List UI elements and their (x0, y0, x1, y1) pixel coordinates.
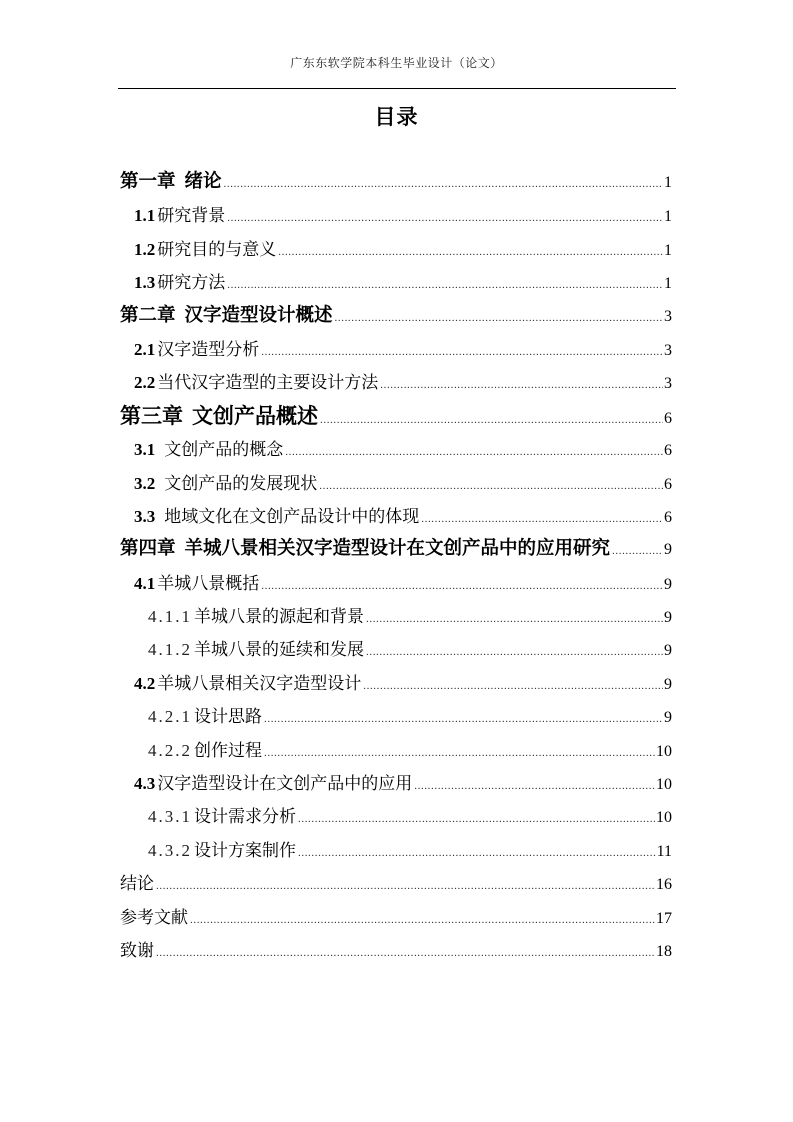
toc-entry (120, 300, 672, 333)
toc-entry-title: 创作过程 (194, 740, 262, 760)
toc-page-number: 1 (664, 174, 672, 191)
toc-entry-title: 羊城八景概括 (157, 573, 260, 593)
toc-dot-leader (278, 236, 663, 269)
toc-dot-leader (156, 937, 655, 970)
toc-page-number: 10 (656, 742, 672, 760)
toc-entry (120, 366, 672, 399)
toc-page-number: 11 (656, 842, 672, 860)
toc-entry (120, 734, 672, 767)
toc-entry-title: 结论 (120, 874, 154, 894)
toc-entry-title: 文创产品的概念 (164, 440, 284, 460)
toc-entry-number: 4.1.1 (148, 607, 192, 627)
toc-entry-title: 致谢 (120, 940, 154, 960)
toc-page-number: 9 (664, 575, 672, 593)
toc-dot-leader (264, 737, 655, 770)
header-divider (118, 88, 676, 89)
toc-entry (120, 800, 672, 833)
toc-entry (120, 901, 672, 934)
toc-entry-number: 4.3.1 (148, 807, 192, 827)
toc-dot-leader (335, 302, 663, 335)
toc-entry-number: 3.2 (134, 473, 156, 493)
toc-page-number: 1 (664, 208, 672, 226)
table-of-contents (120, 166, 672, 967)
toc-entry-number: 4.3.2 (148, 840, 192, 860)
toc-entry-number: 第四章 (120, 539, 176, 560)
toc-dot-leader (366, 603, 663, 636)
toc-dot-leader (298, 837, 656, 870)
toc-entry-title: 研究背景 (157, 206, 226, 226)
toc-entry-number: 4.2 (134, 673, 156, 693)
toc-page-number: 3 (664, 341, 672, 359)
toc-entry-title: 文创产品概述 (192, 403, 318, 428)
toc-entry-title: 研究方法 (157, 273, 226, 293)
toc-dot-leader (227, 202, 663, 235)
toc-dot-leader (156, 870, 655, 903)
toc-entry (120, 600, 672, 633)
toc-entry (120, 233, 672, 266)
toc-page-number: 6 (664, 508, 672, 526)
toc-entry-title: 设计方案制作 (194, 840, 296, 860)
toc-entry (120, 333, 672, 366)
toc-entry-number: 第二章 (120, 305, 176, 326)
toc-entry-number: 1.1 (134, 206, 156, 226)
toc-entry-number: 3.3 (134, 506, 156, 526)
toc-entry-title: 设计需求分析 (194, 807, 296, 827)
toc-dot-leader (285, 436, 663, 469)
toc-entry-number: 2.1 (134, 339, 156, 359)
toc-entry-title: 设计思路 (194, 707, 262, 727)
toc-entry-title: 汉字造型分析 (157, 339, 260, 359)
toc-entry (120, 533, 672, 566)
toc-entry-title: 汉字造型设计在文创产品中的应用 (157, 774, 413, 794)
toc-page-number: 9 (664, 609, 672, 627)
toc-page-number: 9 (664, 642, 672, 660)
toc-entry (120, 433, 672, 466)
toc-entry-number: 4.3 (134, 774, 156, 794)
toc-entry (120, 400, 672, 433)
toc-entry (120, 934, 672, 967)
toc-dot-leader (319, 470, 663, 503)
toc-entry-number: 1.2 (134, 239, 156, 259)
toc-entry-number: 4.2.2 (148, 740, 192, 760)
toc-entry-title: 羊城八景的延续和发展 (194, 640, 364, 660)
toc-entry-title: 绪论 (184, 172, 222, 192)
toc-entry-title: 汉字造型设计概述 (184, 305, 333, 326)
toc-entry (120, 266, 672, 299)
toc-entry (120, 867, 672, 900)
toc-entry-number: 2.2 (134, 373, 156, 393)
toc-entry (120, 500, 672, 533)
toc-entry-title: 参考文献 (120, 907, 188, 927)
toc-entry (120, 633, 672, 666)
toc-entry-number: 4.1 (134, 573, 156, 593)
toc-page-number: 10 (656, 776, 672, 794)
toc-page-number: 1 (664, 275, 672, 293)
toc-entry-number: 1.3 (134, 273, 156, 293)
toc-entry-title: 文创产品的发展现状 (164, 473, 318, 493)
toc-page-number: 3 (664, 307, 672, 325)
toc-dot-leader (227, 269, 663, 302)
toc-dot-leader (224, 168, 663, 201)
toc-page-number: 6 (664, 442, 672, 460)
toc-dot-leader (380, 369, 663, 402)
toc-dot-leader (320, 404, 663, 437)
toc-entry-number: 4.1.2 (148, 640, 192, 660)
toc-dot-leader (264, 703, 663, 736)
toc-page-number: 9 (664, 675, 672, 693)
toc-title: 目录 (374, 105, 419, 129)
toc-entry-number: 3.1 (134, 440, 156, 460)
toc-entry-title: 当代汉字造型的主要设计方法 (157, 373, 379, 393)
toc-page-number: 9 (664, 541, 672, 559)
toc-entry (120, 834, 672, 867)
toc-entry (120, 700, 672, 733)
toc-dot-leader (421, 503, 663, 536)
toc-dot-leader (261, 570, 663, 603)
toc-page-number: 17 (656, 909, 672, 927)
running-header: 广东东软学院本科生毕业设计（论文） (290, 56, 503, 70)
toc-page-number: 3 (664, 375, 672, 393)
toc-entry-title: 羊城八景相关汉字造型设计在文创产品中的应用研究 (184, 539, 611, 560)
toc-entry-title: 地域文化在文创产品设计中的体现 (164, 506, 420, 526)
toc-page-number: 6 (664, 475, 672, 493)
toc-dot-leader (366, 636, 663, 669)
toc-page-number: 18 (656, 942, 672, 960)
toc-dot-leader (414, 770, 655, 803)
toc-dot-leader (261, 336, 663, 369)
toc-page-number: 6 (664, 409, 672, 427)
toc-dot-leader (190, 904, 655, 937)
toc-page-number: 9 (664, 709, 672, 727)
toc-entry (120, 767, 672, 800)
toc-dot-leader (298, 803, 655, 836)
toc-entry-number: 第一章 (120, 172, 176, 192)
toc-entry-number: 4.2.1 (148, 707, 192, 727)
toc-entry (120, 467, 672, 500)
toc-entry-title: 羊城八景的源起和背景 (194, 607, 364, 627)
toc-dot-leader (363, 670, 663, 703)
toc-entry (120, 567, 672, 600)
toc-entry (120, 667, 672, 700)
toc-page-number: 10 (656, 809, 672, 827)
toc-page-number: 16 (656, 876, 672, 894)
toc-entry-title: 研究目的与意义 (157, 239, 277, 259)
toc-entry (120, 199, 672, 232)
toc-entry-number: 第三章 (120, 403, 183, 428)
toc-page-number: 1 (664, 241, 672, 259)
toc-entry (120, 166, 672, 199)
toc-dot-leader (612, 535, 663, 568)
toc-entry-title: 羊城八景相关汉字造型设计 (157, 673, 362, 693)
